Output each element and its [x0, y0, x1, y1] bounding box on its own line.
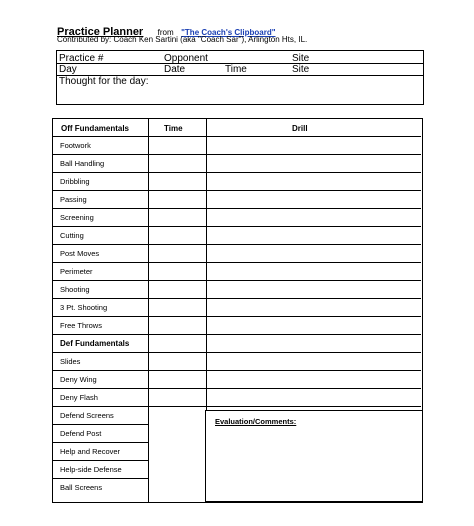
date-label: Date	[164, 64, 186, 75]
opponent-label: Opponent	[164, 53, 208, 64]
defense-item: Help-side Defense	[60, 465, 122, 474]
row-divider	[53, 154, 421, 155]
row-divider	[53, 190, 421, 191]
offense-item: Dribbling	[60, 177, 90, 186]
col-divider	[206, 119, 207, 410]
row-divider	[53, 388, 421, 389]
defense-item: Slides	[60, 357, 81, 366]
row-divider	[53, 226, 421, 227]
offense-item: 3 Pt. Shooting	[60, 303, 108, 312]
col-header-time: Time	[164, 124, 183, 133]
page-title: Practice Planner	[57, 26, 144, 38]
evaluation-box[interactable]	[205, 410, 423, 502]
site-label-2: Site	[292, 64, 310, 75]
defense-item: Ball Screens	[60, 483, 103, 492]
offense-item: Ball Handling	[60, 159, 105, 168]
col-header-drill: Drill	[292, 124, 308, 133]
source-link[interactable]: "The Coach's Clipboard"	[181, 28, 276, 37]
defense-item: Defend Post	[60, 429, 102, 438]
time-label: Time	[225, 64, 247, 75]
defense-item: Help and Recover	[60, 447, 121, 456]
row-divider	[53, 424, 148, 425]
row-divider	[53, 244, 421, 245]
day-label: Day	[59, 64, 77, 75]
header-line	[57, 22, 276, 36]
row-divider	[53, 208, 421, 209]
evaluation-label: Evaluation/Comments:	[215, 417, 297, 426]
row-divider	[53, 406, 421, 407]
row-divider	[53, 172, 421, 173]
row-divider	[53, 316, 421, 317]
site-label: Site	[292, 53, 310, 64]
row-divider	[53, 478, 148, 479]
contributor-line: Contributed by: Coach Ken Sartini (aka "Coach Sar"), Arlington Hts, IL.	[57, 35, 308, 44]
row-divider	[53, 298, 421, 299]
practice-info-box	[56, 50, 424, 105]
from-prefix: from	[157, 28, 174, 37]
col-divider	[148, 119, 149, 502]
defense-item: Defend Screens	[60, 411, 114, 420]
header-divider	[53, 136, 421, 137]
row-divider	[53, 442, 148, 443]
practice-number-label: Practice #	[59, 53, 104, 64]
defense-header: Def Fundamentals	[60, 339, 130, 348]
offense-item: Screening	[60, 213, 94, 222]
thought-label: Thought for the day:	[59, 76, 149, 87]
defense-item: Deny Flash	[60, 393, 98, 402]
offense-item: Free Throws	[60, 321, 102, 330]
offense-item: Passing	[60, 195, 87, 204]
row-divider	[53, 262, 421, 263]
row-divider	[53, 352, 421, 353]
offense-item: Post Moves	[60, 249, 100, 258]
offense-item: Perimeter	[60, 267, 93, 276]
row-divider	[53, 460, 148, 461]
col-header-fundamentals: Off Fundamentals	[61, 124, 130, 133]
defense-item: Deny Wing	[60, 375, 97, 384]
row-divider	[53, 370, 421, 371]
row-divider	[53, 280, 421, 281]
offense-item: Footwork	[60, 141, 91, 150]
row-divider	[53, 334, 421, 335]
offense-item: Shooting	[60, 285, 90, 294]
offense-item: Cutting	[60, 231, 84, 240]
